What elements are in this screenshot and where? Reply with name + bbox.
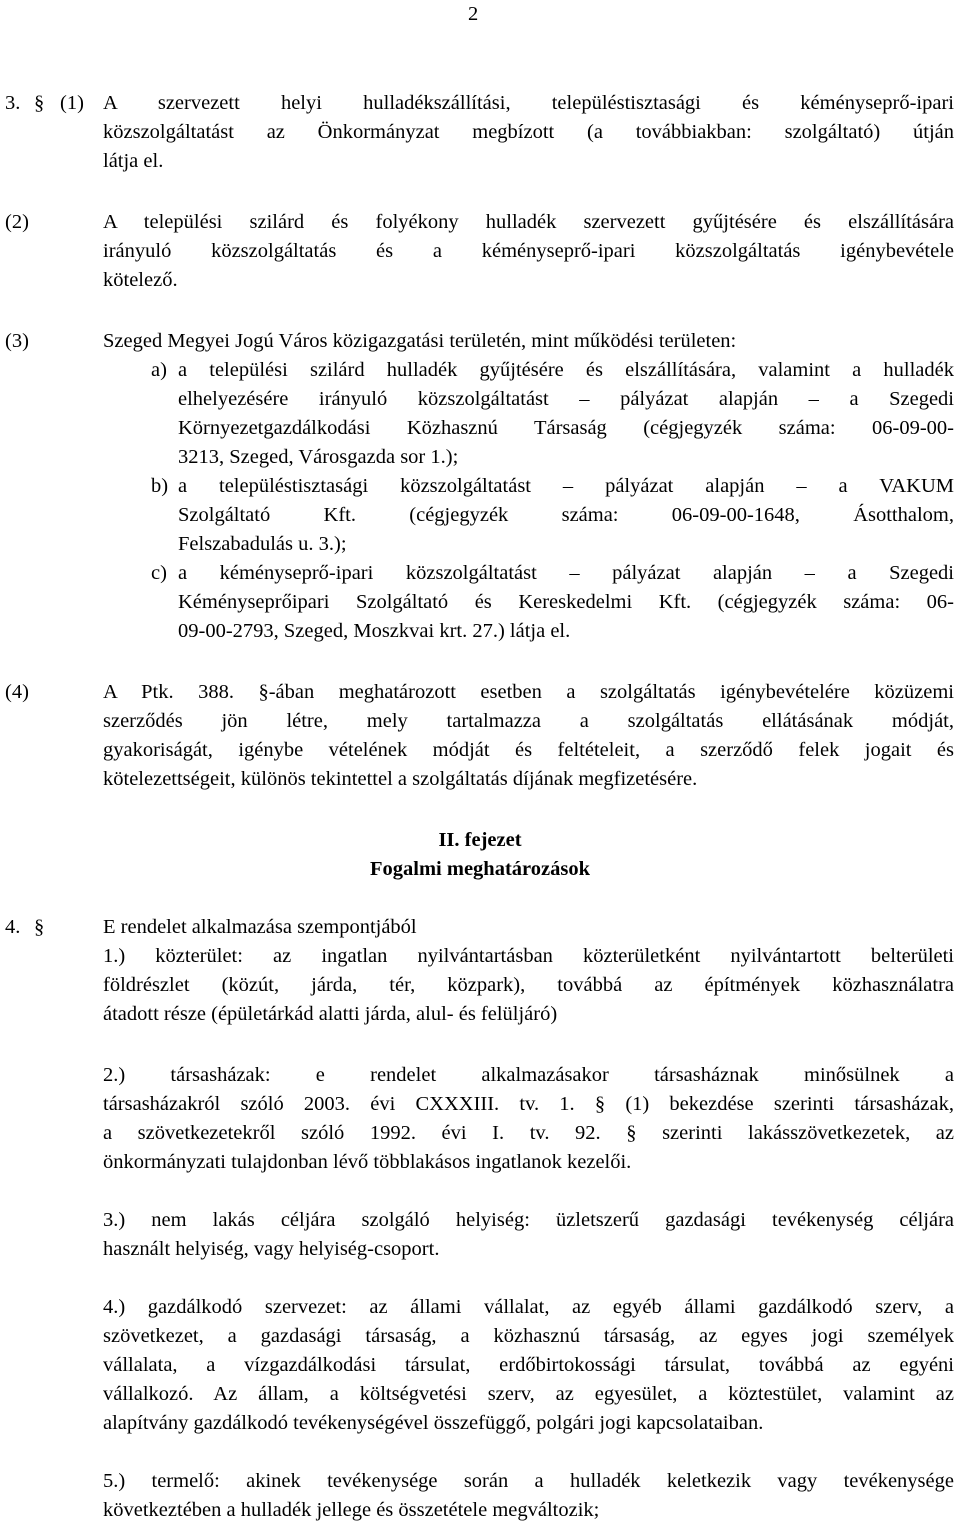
chapter-title: Fogalmi meghatározások xyxy=(370,858,590,880)
paragraph-2-line: A települési szilárd és folyékony hulladék szervezett gyűjtésére és elszállítására xyxy=(103,211,954,233)
list-item-c-label: c) xyxy=(151,562,167,584)
definition-4-line: vállalata, a vízgazdálkodási társulat, erdőbirtokossági társulat, továbbá az egyéni xyxy=(103,1354,954,1376)
definition-4-line: szövetkezet, a gazdasági társaság, a közhasznú társaság, az egyes jogi személyek xyxy=(103,1325,954,1347)
list-item-a-line: a települési szilárd hulladék gyűjtésére és elszállítására, valamint a hulladék xyxy=(178,359,954,381)
list-item-b-line: Felszabadulás u. 3.); xyxy=(178,533,347,555)
definition-4-line: vállalkozó. Az állam, a költségvetési szerv, az egyesület, a köztestület, valamint az xyxy=(103,1383,954,1405)
list-item-b-line: Szolgáltató Kft. (cégjegyzék száma: 06-09-00-1648, Ásotthalom, xyxy=(178,504,954,526)
paragraph-1-line: közszolgáltatást az Önkormányzat megbízott (a továbbiakban: szolgáltató) útján xyxy=(103,121,954,143)
definition-2-line: 2.) társasházak: e rendelet alkalmazásakor társasháznak minősülnek a xyxy=(103,1064,954,1086)
definition-1-line: földrészlet (közút, járda, tér, közpark), továbbá az építmények közhasználatra xyxy=(103,974,954,996)
list-item-a-line: elhelyezésére irányuló közszolgáltatást – pályázat alapján – a Szegedi xyxy=(178,388,954,410)
paragraph-1-line: látja el. xyxy=(103,150,164,172)
page-number: 2 xyxy=(468,3,479,25)
list-item-c-line: Kéményseprőipari Szolgáltató és Kereskedelmi Kft. (cégjegyzék száma: 06- xyxy=(178,591,954,613)
definition-5-line: következtében a hulladék jellege és összetétele megváltozik; xyxy=(103,1499,600,1521)
paragraph-3-label: (3) xyxy=(5,330,29,352)
list-item-a-line: 3213, Szeged, Városgazda sor 1.); xyxy=(178,446,459,468)
definition-4-line: 4.) gazdálkodó szervezet: az állami vállalat, az egyéb állami gazdálkodó szerv, a xyxy=(103,1296,954,1318)
definition-4-line: alapítvány gazdálkodó tevékenységével összefüggő, polgári jogi kapcsolataiban. xyxy=(103,1412,764,1434)
list-item-b-line: a településtisztasági közszolgáltatást – pályázat alapján – a VAKUM xyxy=(178,475,954,497)
definition-5-line: 5.) termelő: akinek tevékenysége során a hulladék keletkezik vagy tevékenysége xyxy=(103,1470,954,1492)
paragraph-4-line: szerződés jön létre, mely tartalmazza a szolgáltatás ellátásának módját, xyxy=(103,710,954,732)
paragraph-1-label: (1) xyxy=(60,92,84,114)
section-4-intro: E rendelet alkalmazása szempontjából xyxy=(103,916,417,938)
list-item-b-label: b) xyxy=(151,475,169,497)
paragraph-1-line: A szervezett helyi hulladékszállítási, településtisztasági és kéményseprő-ipari xyxy=(103,92,954,114)
paragraph-3-intro: Szeged Megyei Jogú Város közigazgatási területén, mint működési területen: xyxy=(103,330,737,352)
list-item-a-label: a) xyxy=(151,359,167,381)
paragraph-4-line: A Ptk. 388. §-ában meghatározott esetben a szolgáltatás igénybevételére közüzemi xyxy=(103,681,954,703)
definition-2-line: társasházakról szóló 2003. évi CXXXIII. tv. 1. § (1) bekezdése szerinti társasházak, xyxy=(103,1093,954,1115)
definition-3-line: 3.) nem lakás céljára szolgáló helyiség: üzletszerű gazdasági tevékenység céljára xyxy=(103,1209,954,1231)
definition-2-line: a szövetkezetekről szóló 1992. évi I. tv. 92. § szerinti lakásszövetkezetek, az xyxy=(103,1122,954,1144)
definition-2-line: önkormányzati tulajdonban lévő többlakásos ingatlanok kezelői. xyxy=(103,1151,632,1173)
definition-3-line: használt helyiség, vagy helyiség-csoport. xyxy=(103,1238,440,1260)
paragraph-4-line: gyakoriságát, igénybe vételének módját és feltételeit, a szerződő felek jogait és xyxy=(103,739,954,761)
list-item-a-line: Környezetgazdálkodási Közhasznú Társaság (cégjegyzék száma: 06-09-00- xyxy=(178,417,954,439)
paragraph-2-line: irányuló közszolgáltatás és a kéményseprő-ipari közszolgáltatás igénybevétele xyxy=(103,240,954,262)
chapter-number: II. fejezet xyxy=(438,829,522,851)
section-4-number: 4. xyxy=(5,916,21,938)
definition-1-line: átadott része (épületárkád alatti járda, alul- és felüljáró) xyxy=(103,1003,558,1025)
definition-1-line: 1.) közterület: az ingatlan nyilvántartásban közterületként nyilvántartott belterületi xyxy=(103,945,954,967)
paragraph-2-line: kötelező. xyxy=(103,269,178,291)
list-item-c-line: 09-00-2793, Szeged, Moszkvai krt. 27.) látja el. xyxy=(178,620,571,642)
section-sign: § xyxy=(34,92,45,114)
list-item-c-line: a kéményseprő-ipari közszolgáltatást – pályázat alapján – a Szegedi xyxy=(178,562,954,584)
paragraph-4-line: kötelezettségeit, különös tekintettel a szolgáltatás díjának megfizetésére. xyxy=(103,768,698,790)
section-3-number: 3. xyxy=(5,92,21,114)
paragraph-4-label: (4) xyxy=(5,681,29,703)
paragraph-2-label: (2) xyxy=(5,211,29,233)
section-sign: § xyxy=(34,916,45,938)
